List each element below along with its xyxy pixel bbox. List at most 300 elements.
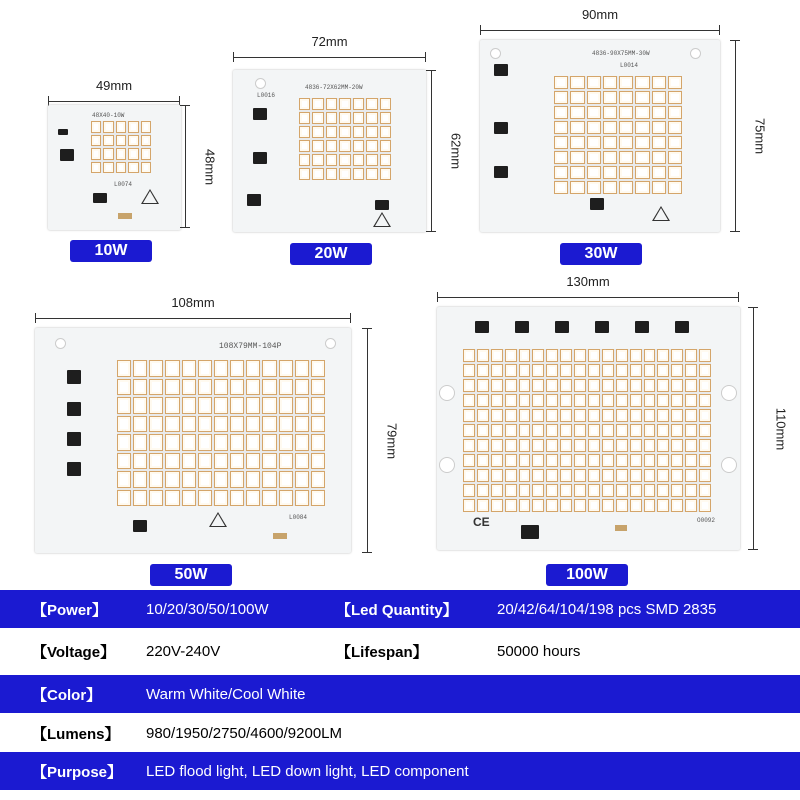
led-chip	[117, 397, 131, 414]
led-chip	[546, 349, 558, 362]
led-chip	[587, 106, 601, 119]
led-chip	[671, 439, 683, 452]
led-chip	[602, 409, 614, 422]
led-chip	[652, 121, 666, 134]
led-chip	[182, 453, 196, 470]
led-chip	[299, 140, 310, 152]
spec-value: 20/42/64/104/198 pcs SMD 2835	[497, 600, 717, 618]
led-chip	[477, 379, 489, 392]
spec-row-color	[0, 675, 800, 713]
led-chip	[574, 424, 586, 437]
driver-chip	[555, 321, 569, 333]
led-chip	[477, 484, 489, 497]
led-chip	[668, 121, 682, 134]
wattage-badge-50w: 50W	[150, 564, 232, 586]
led-chip	[668, 76, 682, 89]
led-chip	[477, 364, 489, 377]
wattage-badge-100w: 100W	[546, 564, 628, 586]
warning-icon	[209, 512, 227, 527]
led-chip	[505, 484, 517, 497]
led-chip	[353, 112, 364, 124]
spec-row-power	[0, 590, 800, 628]
led-chip	[353, 168, 364, 180]
width-label-30w: 90mm	[581, 7, 619, 22]
led-chip	[587, 91, 601, 104]
solder-pad	[615, 525, 627, 531]
led-chip	[103, 121, 113, 133]
led-chip	[116, 135, 126, 147]
led-chip	[616, 484, 628, 497]
led-chip	[519, 379, 531, 392]
led-chip	[644, 454, 656, 467]
driver-chip	[475, 321, 489, 333]
led-chip	[165, 360, 179, 377]
led-chip	[339, 140, 350, 152]
led-chip	[635, 91, 649, 104]
led-chip	[165, 397, 179, 414]
led-chip	[230, 453, 244, 470]
led-chip	[505, 364, 517, 377]
driver-chip	[253, 108, 267, 120]
led-chip	[312, 154, 323, 166]
led-chip	[311, 397, 325, 414]
spec-key: 【Power】	[32, 601, 108, 619]
led-chip	[570, 91, 584, 104]
led-chip	[198, 434, 212, 451]
led-chip	[380, 126, 391, 138]
led-chip	[230, 379, 244, 396]
led-chip	[602, 484, 614, 497]
led-chip	[91, 135, 101, 147]
height-label-30w: 75mm	[752, 117, 768, 155]
height-label-20w: 62mm	[448, 132, 464, 170]
led-chip	[668, 151, 682, 164]
led-chip	[279, 453, 293, 470]
led-chip	[619, 91, 633, 104]
led-chip	[230, 397, 244, 414]
led-chip	[699, 439, 711, 452]
led-chip	[685, 484, 697, 497]
led-chip	[588, 439, 600, 452]
led-chip	[312, 98, 323, 110]
led-chip	[657, 424, 669, 437]
led-chip	[652, 151, 666, 164]
led-chip	[588, 424, 600, 437]
led-chip	[619, 136, 633, 149]
led-chip	[149, 360, 163, 377]
led-chip	[117, 453, 131, 470]
led-chip	[603, 136, 617, 149]
led-chip	[463, 409, 475, 422]
led-chip	[616, 379, 628, 392]
led-chip	[182, 397, 196, 414]
led-chip	[574, 439, 586, 452]
led-chip	[668, 91, 682, 104]
silk-print: 108X79MM-104P	[219, 342, 282, 351]
led-chip	[116, 148, 126, 160]
width-dimension-100w	[437, 274, 739, 302]
spec-value: 10/20/30/50/100W	[146, 600, 269, 618]
led-chip	[619, 76, 633, 89]
led-chip	[312, 112, 323, 124]
width-label-10w: 49mm	[95, 78, 133, 93]
led-chip	[477, 349, 489, 362]
led-chip	[91, 121, 101, 133]
warning-icon	[141, 189, 159, 204]
pcb-board-100w	[437, 307, 740, 550]
led-chip	[574, 484, 586, 497]
led-chip	[230, 360, 244, 377]
spec-value: LED flood light, LED down light, LED component	[146, 762, 469, 780]
led-chip	[616, 439, 628, 452]
mount-hole	[690, 48, 701, 59]
led-chip	[214, 360, 228, 377]
led-chip	[644, 349, 656, 362]
led-chip	[505, 424, 517, 437]
led-chip	[532, 364, 544, 377]
led-chip	[477, 469, 489, 482]
warning-icon	[652, 206, 670, 221]
led-chip	[588, 364, 600, 377]
led-chip	[560, 364, 572, 377]
led-chip	[165, 379, 179, 396]
led-chip	[546, 469, 558, 482]
led-chip	[554, 76, 568, 89]
led-chip	[117, 490, 131, 507]
led-chip	[353, 126, 364, 138]
led-chip	[103, 135, 113, 147]
led-chip	[602, 379, 614, 392]
led-chip	[311, 471, 325, 488]
driver-chip	[67, 402, 81, 416]
led-chip	[644, 379, 656, 392]
led-chip	[603, 181, 617, 194]
led-chip	[149, 471, 163, 488]
led-chip	[574, 394, 586, 407]
led-chip	[602, 394, 614, 407]
led-chip	[246, 471, 260, 488]
led-chip	[165, 416, 179, 433]
led-chip	[326, 112, 337, 124]
led-chip	[685, 409, 697, 422]
led-chip	[574, 409, 586, 422]
driver-chip	[67, 370, 81, 384]
rectifier-chip	[247, 194, 261, 206]
led-chip	[644, 469, 656, 482]
led-chip	[505, 469, 517, 482]
driver-chip	[595, 321, 609, 333]
led-chip	[635, 136, 649, 149]
led-chip	[505, 499, 517, 512]
led-chip	[312, 126, 323, 138]
spec-value: Warm White/Cool White	[146, 685, 306, 703]
led-chip	[644, 499, 656, 512]
led-chip	[616, 499, 628, 512]
led-chip	[657, 454, 669, 467]
spec-key: 【Lifespan】	[336, 643, 428, 661]
led-chip	[230, 471, 244, 488]
led-chip	[574, 379, 586, 392]
led-chip	[149, 453, 163, 470]
led-chip	[671, 484, 683, 497]
led-chip	[570, 121, 584, 134]
led-chip	[630, 349, 642, 362]
led-chip	[671, 469, 683, 482]
led-chip	[279, 434, 293, 451]
led-chip	[657, 394, 669, 407]
led-chip	[671, 379, 683, 392]
led-chip	[117, 379, 131, 396]
led-chip	[311, 416, 325, 433]
led-chip	[603, 76, 617, 89]
led-chip	[560, 424, 572, 437]
led-chip	[262, 490, 276, 507]
led-chip	[116, 121, 126, 133]
led-chip	[644, 439, 656, 452]
led-chip	[279, 471, 293, 488]
height-dimension-100w	[748, 307, 789, 550]
led-chip	[295, 490, 309, 507]
led-chip	[657, 484, 669, 497]
led-chip	[630, 469, 642, 482]
solder-pad	[273, 533, 287, 539]
led-chip	[603, 151, 617, 164]
pcb-board-20w	[233, 70, 426, 232]
led-chip	[311, 490, 325, 507]
led-chip	[699, 469, 711, 482]
led-chip	[339, 154, 350, 166]
led-chip	[699, 349, 711, 362]
led-chip	[652, 136, 666, 149]
ce-mark: CE	[473, 515, 490, 529]
led-chip	[230, 416, 244, 433]
led-chip	[339, 126, 350, 138]
led-chip	[326, 98, 337, 110]
led-chip	[299, 168, 310, 180]
led-chip	[326, 154, 337, 166]
led-chip	[117, 434, 131, 451]
led-chip	[587, 181, 601, 194]
led-chip	[554, 151, 568, 164]
driver-chip	[67, 432, 81, 446]
width-label-100w: 130mm	[566, 274, 610, 289]
led-chip	[463, 484, 475, 497]
led-chip	[519, 454, 531, 467]
led-chip	[133, 416, 147, 433]
led-chip	[477, 499, 489, 512]
driver-chip	[67, 462, 81, 476]
silk-id: L0016	[257, 92, 276, 99]
led-chip	[685, 349, 697, 362]
led-chip	[463, 439, 475, 452]
led-chip	[279, 397, 293, 414]
led-chip	[366, 140, 377, 152]
led-chip	[546, 454, 558, 467]
led-chip	[353, 98, 364, 110]
led-chip	[619, 166, 633, 179]
led-chip	[299, 98, 310, 110]
led-chip	[463, 454, 475, 467]
spec-row-lumens	[0, 714, 800, 752]
led-chip	[671, 394, 683, 407]
led-chip	[246, 360, 260, 377]
led-chip	[560, 454, 572, 467]
led-chip	[602, 424, 614, 437]
led-chip	[546, 364, 558, 377]
led-chip	[380, 98, 391, 110]
mount-hole	[439, 457, 455, 473]
led-chip	[554, 136, 568, 149]
led-chip	[165, 471, 179, 488]
led-chip	[339, 112, 350, 124]
led-chip	[603, 91, 617, 104]
driver-chip	[253, 152, 267, 164]
led-chip	[699, 394, 711, 407]
led-chip	[353, 154, 364, 166]
led-chip	[128, 135, 138, 147]
solder-pad	[118, 213, 132, 219]
led-chip	[685, 394, 697, 407]
led-chip	[262, 453, 276, 470]
mount-hole	[721, 385, 737, 401]
led-chip	[699, 454, 711, 467]
led-chip	[326, 126, 337, 138]
led-chip	[644, 409, 656, 422]
led-chip	[214, 416, 228, 433]
led-chip	[295, 453, 309, 470]
led-chip	[477, 394, 489, 407]
led-chip	[262, 360, 276, 377]
led-chip	[554, 91, 568, 104]
led-chip	[91, 162, 101, 174]
spec-row-purpose	[0, 752, 800, 790]
led-chip	[198, 490, 212, 507]
led-chip	[671, 499, 683, 512]
led-chip	[326, 140, 337, 152]
led-chip	[652, 76, 666, 89]
led-chip	[532, 469, 544, 482]
led-chip	[644, 484, 656, 497]
led-chip	[463, 349, 475, 362]
mount-hole	[439, 385, 455, 401]
led-chip	[635, 121, 649, 134]
led-chip	[311, 453, 325, 470]
led-chip	[505, 454, 517, 467]
led-chip	[214, 379, 228, 396]
led-chip	[366, 98, 377, 110]
led-chip	[295, 379, 309, 396]
led-chip	[133, 434, 147, 451]
led-chip	[117, 471, 131, 488]
led-chip	[668, 181, 682, 194]
led-chip	[353, 140, 364, 152]
led-chip	[644, 394, 656, 407]
led-chip	[339, 168, 350, 180]
led-chip	[532, 394, 544, 407]
led-chip	[182, 471, 196, 488]
led-chip	[699, 379, 711, 392]
mount-hole	[55, 338, 66, 349]
led-chip	[279, 416, 293, 433]
silk-id: O0092	[697, 517, 716, 524]
led-chip	[246, 490, 260, 507]
led-chip	[198, 397, 212, 414]
led-chip	[477, 454, 489, 467]
led-chip	[133, 471, 147, 488]
led-chip	[463, 469, 475, 482]
led-chip	[214, 434, 228, 451]
led-chip	[311, 379, 325, 396]
led-chip	[619, 181, 633, 194]
led-chip	[491, 469, 503, 482]
led-chip	[587, 136, 601, 149]
driver-chip	[494, 122, 508, 134]
led-chip	[532, 409, 544, 422]
led-chip	[182, 416, 196, 433]
led-chip	[630, 409, 642, 422]
led-chip	[133, 397, 147, 414]
led-chip	[635, 76, 649, 89]
led-chip	[685, 439, 697, 452]
led-chip	[685, 469, 697, 482]
led-chip	[366, 168, 377, 180]
led-chip	[519, 394, 531, 407]
led-chip	[602, 349, 614, 362]
led-chip	[546, 394, 558, 407]
led-chip	[532, 454, 544, 467]
led-chip	[570, 181, 584, 194]
led-chip	[149, 379, 163, 396]
led-chip	[214, 490, 228, 507]
led-chip	[141, 121, 151, 133]
led-chip	[366, 126, 377, 138]
led-chip	[616, 349, 628, 362]
led-chip	[560, 394, 572, 407]
led-chip	[532, 484, 544, 497]
led-chip	[246, 416, 260, 433]
led-chip	[630, 379, 642, 392]
led-chip	[554, 106, 568, 119]
led-array	[463, 349, 711, 512]
led-chip	[505, 349, 517, 362]
driver-chip	[675, 321, 689, 333]
led-chip	[133, 379, 147, 396]
led-chip	[668, 106, 682, 119]
led-chip	[339, 98, 350, 110]
led-chip	[299, 154, 310, 166]
led-chip	[657, 379, 669, 392]
mount-hole	[721, 457, 737, 473]
led-chip	[630, 484, 642, 497]
led-chip	[603, 121, 617, 134]
led-chip	[366, 112, 377, 124]
led-chip	[685, 499, 697, 512]
led-chip	[546, 424, 558, 437]
mount-hole	[325, 338, 336, 349]
led-chip	[198, 360, 212, 377]
led-chip	[546, 379, 558, 392]
led-chip	[560, 379, 572, 392]
led-chip	[699, 499, 711, 512]
led-chip	[463, 499, 475, 512]
warning-icon	[373, 212, 391, 227]
led-chip	[491, 454, 503, 467]
led-chip	[299, 126, 310, 138]
led-chip	[616, 469, 628, 482]
led-chip	[262, 397, 276, 414]
led-chip	[477, 439, 489, 452]
led-chip	[546, 409, 558, 422]
